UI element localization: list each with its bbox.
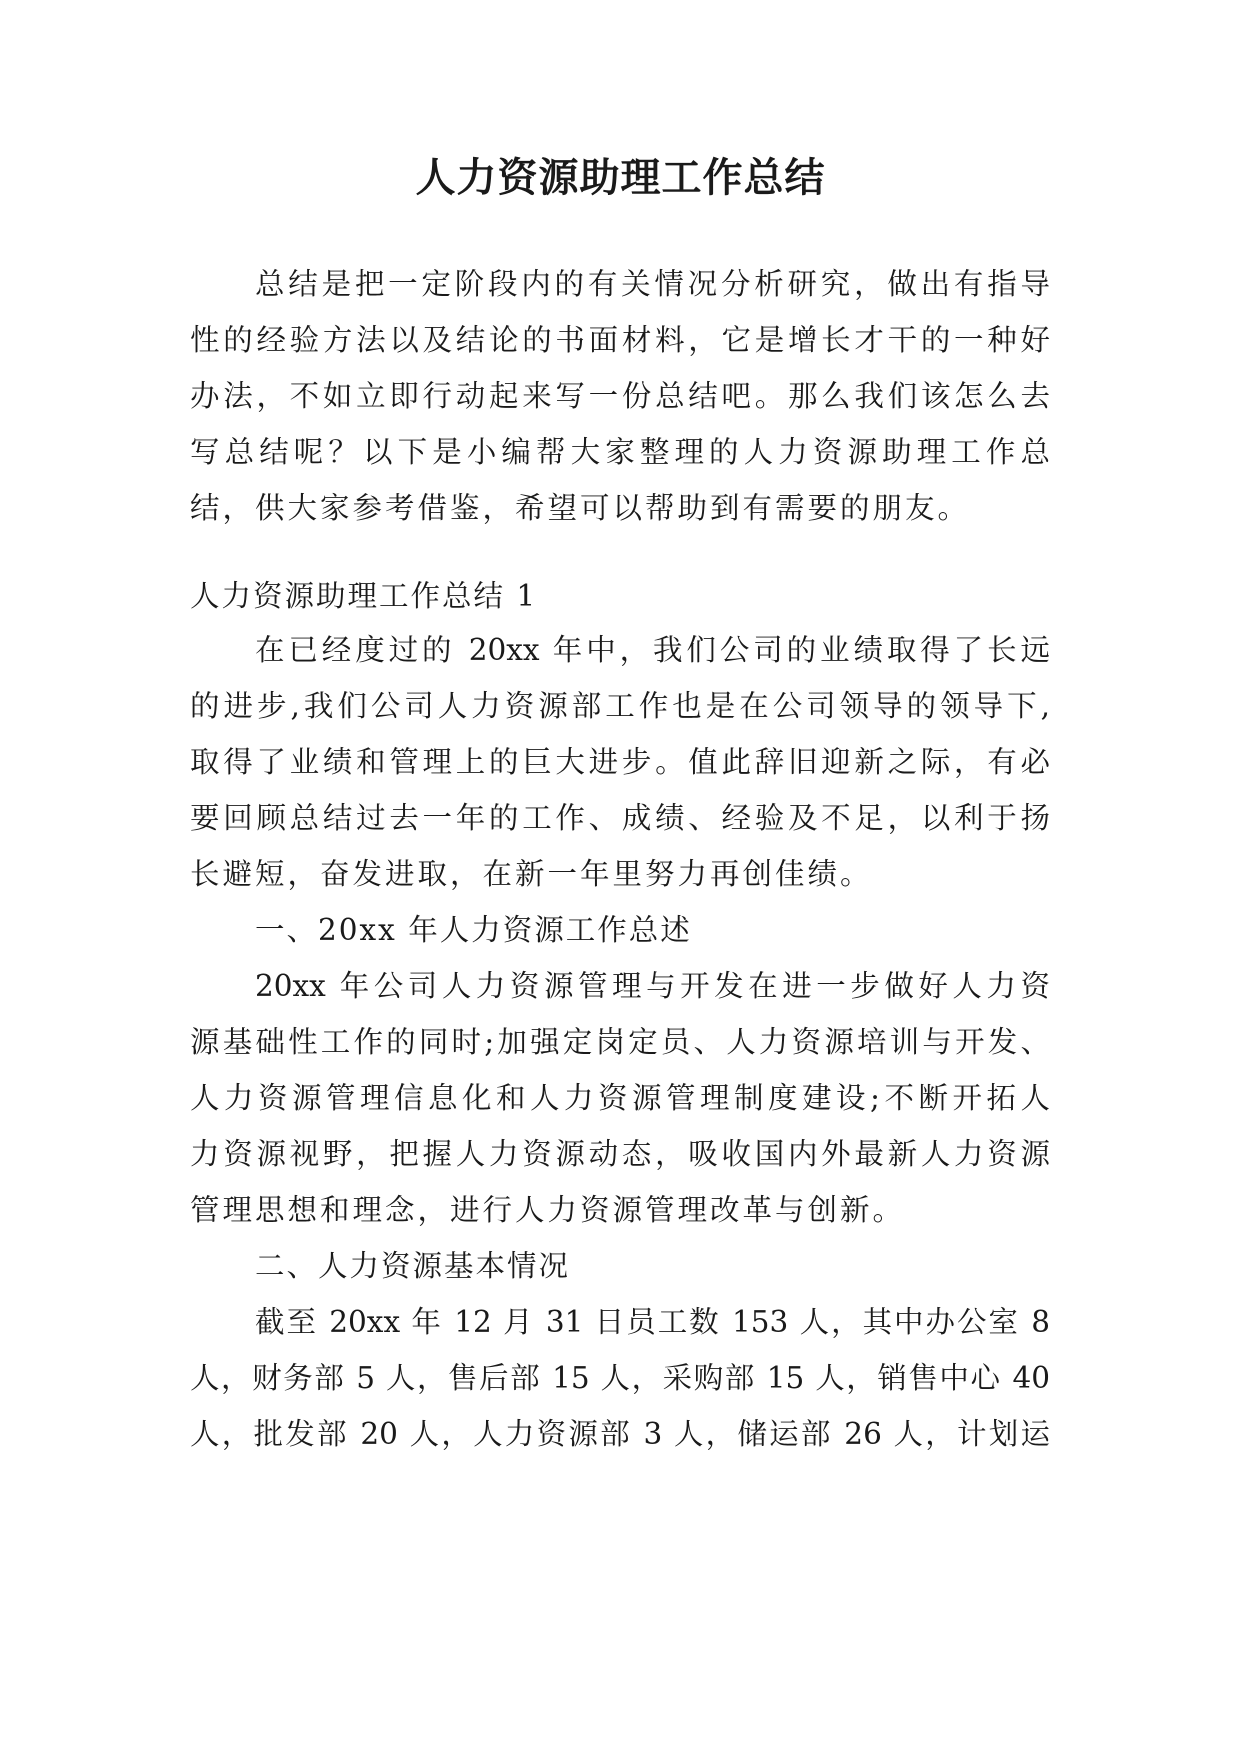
intro-line: 总结是把一定阶段内的有关情况分析研究，做出有指导 xyxy=(255,267,1050,301)
paragraph-line: 截至 20xx 年 12 月 31 日员工数 153 人，其中办公室 8 xyxy=(255,1305,1050,1339)
paragraph-line: 20xx 年公司人力资源管理与开发在进一步做好人力资 xyxy=(255,969,1050,1003)
paragraph-line: 取得了业绩和管理上的巨大进步。值此辞旧迎新之际，有必 xyxy=(190,745,1050,779)
paragraph-line: 人，批发部 20 人，人力资源部 3 人，储运部 26 人，计划运 xyxy=(190,1417,1050,1451)
paragraph-line: 要回顾总结过去一年的工作、成绩、经验及不足，以利于扬 xyxy=(190,801,1050,835)
paragraph-line: 人力资源管理信息化和人力资源管理制度建设;不断开拓人 xyxy=(190,1081,1050,1115)
paragraph-line: 长避短，奋发进取，在新一年里努力再创佳绩。 xyxy=(190,857,873,891)
intro-line: 写总结呢？以下是小编帮大家整理的人力资源助理工作总 xyxy=(190,435,1050,469)
paragraph-line: 人，财务部 5 人，售后部 15 人，采购部 15 人，销售中心 40 xyxy=(190,1361,1050,1395)
section-heading: 人力资源助理工作总结 1 xyxy=(190,579,538,613)
intro-line: 结，供大家参考借鉴，希望可以帮助到有需要的朋友。 xyxy=(190,491,971,525)
sub-heading: 一、20xx 年人力资源工作总述 xyxy=(255,913,692,947)
paragraph-line: 管理思想和理念，进行人力资源管理改革与创新。 xyxy=(190,1193,906,1227)
paragraph-line: 的进步,我们公司人力资源部工作也是在公司领导的领导下, xyxy=(190,689,1050,723)
paragraph-line: 在已经度过的 20xx 年中，我们公司的业绩取得了长远 xyxy=(255,633,1050,667)
intro-line: 办法，不如立即行动起来写一份总结吧。那么我们该怎么去 xyxy=(190,379,1050,413)
document-title: 人力资源助理工作总结 xyxy=(415,155,826,201)
intro-line: 性的经验方法以及结论的书面材料，它是增长才干的一种好 xyxy=(190,323,1050,357)
paragraph-line: 源基础性工作的同时;加强定岗定员、人力资源培训与开发、 xyxy=(190,1025,1050,1059)
paragraph-line: 力资源视野，把握人力资源动态，吸收国内外最新人力资源 xyxy=(190,1137,1050,1171)
sub-heading: 二、人力资源基本情况 xyxy=(255,1249,571,1283)
